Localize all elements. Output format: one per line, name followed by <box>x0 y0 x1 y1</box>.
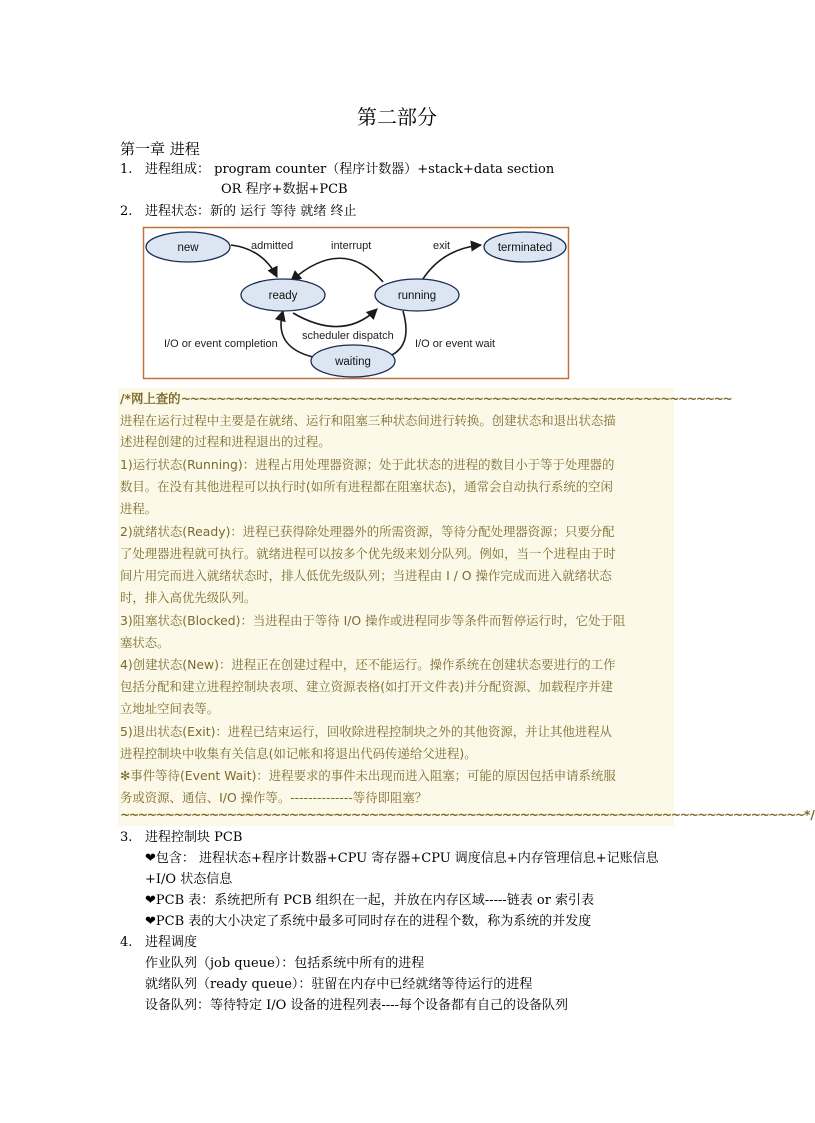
state-label-terminated: terminated <box>497 242 553 254</box>
item-4-line: 就绪队列（ready queue）：驻留在内存中已经就绪等待运行的进程 <box>145 977 533 992</box>
process-state-diagram <box>143 227 569 379</box>
note-line: 包括分配和建立进程控制块表项、建立资源表格(如打开文件表)并分配资源、加载程序并建 <box>120 679 613 694</box>
note-footer-tildes: ~~~~~~~~~~~~~~~~~~~~~~~~~~~~~~~~~~~~~~~~~~~~~~~~~~~~~~~~~~~~~~~~~~~~~~~~~~~~~ <box>120 807 804 822</box>
item-4-line: 进程调度 <box>145 935 198 950</box>
item-3-line: ❤包含： 进程状态+程序计数器+CPU 寄存器+CPU 调度信息+内存管理信息+记账信息 <box>145 851 659 866</box>
state-label-running: running <box>397 290 437 302</box>
note-line: 间片用完而进入就绪状态时，排人低优先级队列；当进程由 I / O 操作完成而进入就绪状态 <box>120 568 612 583</box>
item-number: 4. <box>120 935 133 950</box>
label-admitted: admitted <box>251 240 294 252</box>
note-line: 务或资源、通信、I/O 操作等。--------------等待即阻塞？ <box>120 790 428 805</box>
note-footer <box>120 806 815 824</box>
label-io-wait: I/O or event wait <box>415 338 496 350</box>
state-label-waiting: waiting <box>335 356 371 368</box>
label-exit: exit <box>433 240 451 252</box>
item-3-line: ❤PCB 表：系统把所有 PCB 组织在一起，并放在内存区域-----链表 or 索引表 <box>145 893 595 908</box>
note-line: 2)就绪状态(Ready)：进程已获得除处理器外的所需资源，等待分配处理器资源；只要分配 <box>120 524 615 539</box>
label-interrupt: interrupt <box>331 240 372 252</box>
note-line: 立地址空间表等。 <box>120 701 220 716</box>
item-2-line-1: 进程状态：新的 运行 等待 就绪 终止 <box>145 204 357 219</box>
note-line: 3)阻塞状态(Blocked)：当进程由于等待 I/O 操作或进程同步等条件而暂停运行时，它处于阻 <box>120 613 626 628</box>
item-1-line-1: 进程组成： program counter（程序计数器）+stack+data section <box>145 162 555 177</box>
note-line: 时，排入高优先级队列。 <box>120 590 257 605</box>
page-title: 第二部分 <box>357 105 437 129</box>
chapter-title: 第一章 进程 <box>120 140 200 158</box>
state-label-new: new <box>177 242 199 254</box>
item-number: 2. <box>120 204 133 219</box>
note-footer-suffix: */ <box>803 807 815 822</box>
item-4-line: 作业队列（job queue）：包括系统中所有的进程 <box>145 956 425 971</box>
item-3-line: 进程控制块 PCB <box>145 830 243 845</box>
note-header-prefix: /*网上查的 <box>120 391 181 406</box>
note-line: 数目。在没有其他进程可以执行时(如所有进程都在阻塞状态)，通常会自动执行系统的空闲 <box>120 479 613 494</box>
item-3-line: +I/O 状态信息 <box>145 872 233 887</box>
note-line: 4)创建状态(New)：进程正在创建过程中，还不能运行。操作系统在创建状态要进行的工作 <box>120 657 616 672</box>
note-line: 塞状态。 <box>120 635 170 650</box>
state-label-ready: ready <box>268 290 298 302</box>
note-line: 进程控制块中收集有关信息(如记帐和将退出代码传递给父进程)。 <box>120 746 477 761</box>
item-number: 3. <box>120 830 133 845</box>
note-line: 进程在运行过程中主要是在就绪、运行和阻塞三种状态间进行转换。创建状态和退出状态描 <box>120 413 616 428</box>
note-line: 进程。 <box>120 501 158 516</box>
item-1-line-2: OR 程序+数据+PCB <box>221 182 348 197</box>
note-line: 述进程创建的过程和进程退出的过程。 <box>120 434 331 449</box>
label-io-completion: I/O or event completion <box>164 338 278 350</box>
note-header-tildes: ~~~~~~~~~~~~~~~~~~~~~~~~~~~~~~~~~~~~~~~~~~~~~~~~~~~~~~~~~~~~~~ <box>180 391 732 406</box>
note-line: ✻事件等待(Event Wait)：进程要求的事件未出现而进入阻塞；可能的原因包括申请系统服 <box>120 768 616 783</box>
note-line: 1)运行状态(Running)：进程占用处理器资源；处于此状态的进程的数目小于等于处理器的 <box>120 457 615 472</box>
note-line: 5)退出状态(Exit)：进程已结束运行，回收除进程控制块之外的其他资源，并让其他进程从 <box>120 724 612 739</box>
note-line: 了处理器进程就可执行。就绪进程可以按多个优先级来划分队列。例如，当一个进程由于时 <box>120 546 616 561</box>
label-scheduler-dispatch: scheduler dispatch <box>302 330 394 342</box>
note-header <box>120 390 732 408</box>
item-3-line: ❤PCB 表的大小决定了系统中最多可同时存在的进程个数，称为系统的并发度 <box>145 914 592 929</box>
item-4-line: 设备队列：等待特定 I/O 设备的进程列表----每个设备都有自己的设备队列 <box>145 998 569 1013</box>
web-note-block <box>118 388 815 826</box>
item-number: 1. <box>120 162 133 177</box>
